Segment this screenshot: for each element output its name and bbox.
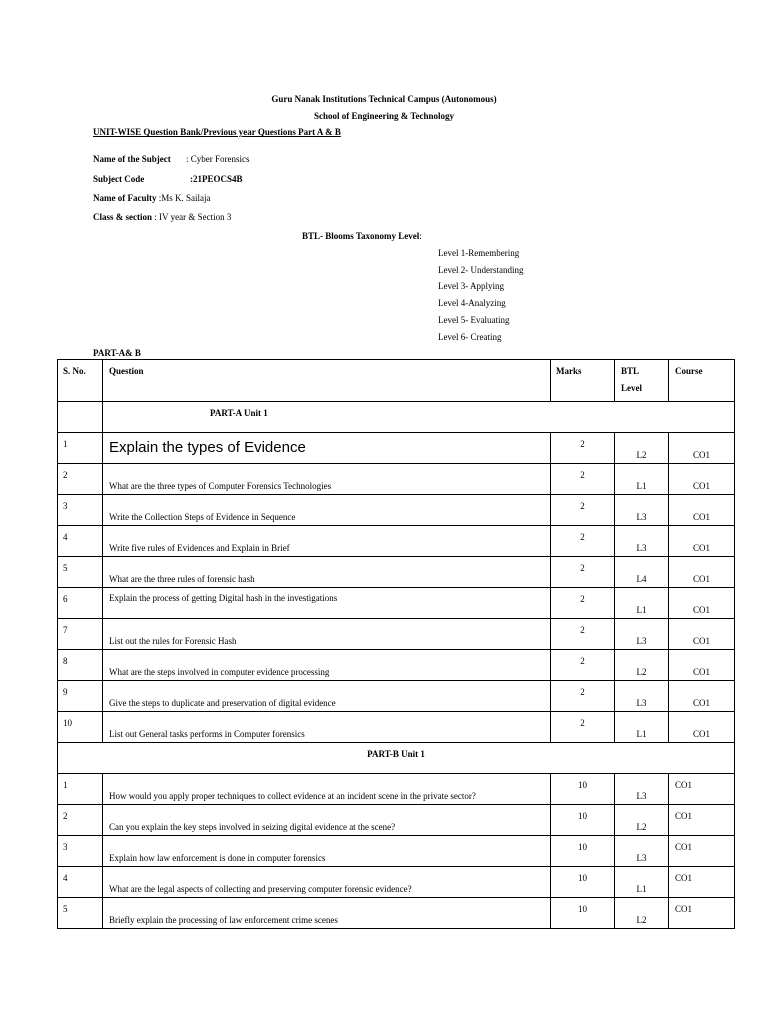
- question-cell: [103, 619, 551, 650]
- btl-cell: [615, 774, 669, 805]
- institution-name: Guru Nanak Institutions Technical Campus (Autonomous): [271, 94, 497, 104]
- header-course-cell: [669, 360, 735, 402]
- sno-cell: [58, 681, 103, 712]
- subject-label: Name of the Subject: [93, 154, 171, 164]
- row-sno: 8: [63, 656, 68, 666]
- part-b-rows: [58, 774, 735, 929]
- table-header-row: [58, 360, 735, 402]
- row-course: CO1: [692, 512, 710, 522]
- course-cell: [669, 650, 735, 681]
- row-btl: L3: [636, 698, 647, 708]
- marks-cell: [551, 588, 615, 619]
- btl-cell: [615, 867, 669, 898]
- row-question: What are the three types of Computer Forensics Technologies: [109, 481, 332, 491]
- row-btl: L3: [636, 512, 647, 522]
- course-cell: [669, 495, 735, 526]
- btl-level-3: Level 3- Applying: [438, 281, 504, 291]
- marks-cell: [551, 650, 615, 681]
- row-marks: 2: [580, 501, 585, 511]
- course-cell: [669, 681, 735, 712]
- row-marks: 10: [578, 811, 587, 821]
- sno-cell: [58, 557, 103, 588]
- sno-cell: [58, 805, 103, 836]
- btl-cell: [615, 712, 669, 743]
- question-cell: [103, 898, 551, 929]
- faculty-value: :Ms K. Sailaja: [158, 193, 211, 203]
- row-question: List out the rules for Forensic Hash: [109, 636, 237, 646]
- class-value: : IV year & Section 3: [154, 212, 232, 222]
- table-row: [58, 464, 735, 495]
- table-row: [58, 495, 735, 526]
- row-course: CO1: [692, 574, 710, 584]
- row-btl: L3: [636, 853, 647, 863]
- row-marks: 2: [580, 594, 585, 604]
- btl-cell: [615, 681, 669, 712]
- btl-level-2: Level 2- Understanding: [438, 265, 524, 275]
- marks-cell: [551, 464, 615, 495]
- marks-cell: [551, 433, 615, 464]
- header-level: Level: [621, 383, 642, 393]
- course-cell: [669, 867, 735, 898]
- row-marks: 10: [578, 873, 587, 883]
- btl-cell: [615, 898, 669, 929]
- question-cell: [103, 774, 551, 805]
- header-sno-cell: [58, 360, 103, 402]
- btl-cell: [615, 650, 669, 681]
- row-btl: L2: [636, 667, 647, 677]
- row-btl: L3: [636, 543, 647, 553]
- btl-level-5: Level 5- Evaluating: [438, 315, 510, 325]
- header-sno: S. No.: [63, 366, 86, 376]
- course-cell: [669, 433, 735, 464]
- marks-cell: [551, 867, 615, 898]
- row-course: CO1: [692, 605, 710, 615]
- sno-cell: [58, 464, 103, 495]
- btl-cell: [615, 619, 669, 650]
- btl-cell: [615, 588, 669, 619]
- row-course: CO1: [675, 904, 693, 914]
- marks-cell: [551, 495, 615, 526]
- row-course: CO1: [675, 873, 693, 883]
- course-cell: [669, 464, 735, 495]
- sno-cell: [58, 867, 103, 898]
- row-sno: 5: [63, 904, 68, 914]
- course-cell: [669, 805, 735, 836]
- marks-cell: [551, 557, 615, 588]
- question-cell: [103, 526, 551, 557]
- question-cell: [103, 588, 551, 619]
- row-marks: 2: [580, 625, 585, 635]
- row-course: CO1: [692, 543, 710, 553]
- btl-title: BTL- Blooms Taxonomy Level: [302, 231, 420, 241]
- btl-cell: [615, 557, 669, 588]
- sno-cell: [58, 712, 103, 743]
- row-sno: 3: [63, 501, 68, 511]
- part-b-title: PART-B Unit 1: [367, 749, 425, 759]
- question-cell: [103, 805, 551, 836]
- row-question: Can you explain the key steps involved in seizing digital evidence at the scene?: [109, 822, 396, 832]
- marks-cell: [551, 805, 615, 836]
- row-sno: 7: [63, 625, 68, 635]
- btl-cell: [615, 495, 669, 526]
- btl-cell: [615, 433, 669, 464]
- course-cell: [669, 898, 735, 929]
- question-cell: [103, 712, 551, 743]
- row-question: Explain the process of getting Digital hash in the investigations: [109, 593, 338, 603]
- class-line: [93, 212, 231, 222]
- row-btl: L4: [636, 574, 647, 584]
- row-marks: 2: [580, 687, 585, 697]
- row-btl: L3: [636, 636, 647, 646]
- question-cell: [103, 650, 551, 681]
- part-a-title: PART-A Unit 1: [210, 408, 268, 418]
- row-question: List out General tasks performs in Computer forensics: [109, 729, 305, 739]
- row-sno: 10: [63, 718, 72, 728]
- sno-cell: [58, 774, 103, 805]
- row-question: Write the Collection Steps of Evidence in Sequence: [109, 512, 296, 522]
- sno-cell: [58, 650, 103, 681]
- row-sno: 2: [63, 811, 68, 821]
- btl-level-1: Level 1-Remembering: [438, 248, 520, 258]
- row-course: CO1: [675, 842, 693, 852]
- subject-value: : Cyber Forensics: [186, 154, 250, 164]
- btl-cell: [615, 836, 669, 867]
- table-row: [58, 774, 735, 805]
- row-marks: 2: [580, 470, 585, 480]
- question-cell: [103, 495, 551, 526]
- table-row: [58, 588, 735, 619]
- sno-cell: [58, 526, 103, 557]
- school-name: School of Engineering & Technology: [313, 111, 455, 121]
- row-marks: 2: [580, 532, 585, 542]
- table-row: [58, 681, 735, 712]
- row-marks: 10: [578, 842, 587, 852]
- row-marks: 2: [580, 656, 585, 666]
- row-course: CO1: [692, 698, 710, 708]
- row-btl: L1: [636, 481, 647, 491]
- table-row: [58, 898, 735, 929]
- question-cell: [103, 464, 551, 495]
- header-marks: Marks: [556, 366, 582, 376]
- btl-cell: [615, 526, 669, 557]
- question-bank-title: UNIT-WISE Question Bank/Previous year Questions Part A & B: [93, 127, 341, 137]
- row-btl: L2: [636, 915, 647, 925]
- header-question: Question: [109, 366, 144, 376]
- row-question: What are the steps involved in computer evidence processing: [109, 667, 330, 677]
- part-b-title-row: [58, 743, 735, 774]
- row-marks: 2: [580, 439, 585, 449]
- row-sno: 1: [63, 780, 68, 790]
- row-btl: L2: [636, 822, 647, 832]
- row-question: What are the three rules of forensic hash: [109, 574, 255, 584]
- row-sno: 2: [63, 470, 68, 480]
- marks-cell: [551, 774, 615, 805]
- row-btl: L1: [636, 884, 647, 894]
- btl-title-line: [302, 231, 422, 241]
- row-btl: L3: [636, 791, 647, 801]
- course-cell: [669, 588, 735, 619]
- row-sno: 1: [63, 439, 68, 449]
- row-question: Briefly explain the processing of law enforcement crime scenes: [109, 915, 338, 925]
- table-row: [58, 619, 735, 650]
- btl-cell: [615, 464, 669, 495]
- row-course: CO1: [692, 636, 710, 646]
- marks-cell: [551, 898, 615, 929]
- header-question-cell: [103, 360, 551, 402]
- class-label: Class & section: [93, 212, 152, 222]
- row-marks: 2: [580, 718, 585, 728]
- row-question: Write five rules of Evidences and Explain in Brief: [109, 543, 290, 553]
- header-btl-cell: [615, 360, 669, 402]
- table-row: [58, 867, 735, 898]
- btl-cell: [615, 805, 669, 836]
- row-course: CO1: [692, 481, 710, 491]
- marks-cell: [551, 526, 615, 557]
- row-marks: 10: [578, 780, 587, 790]
- marks-cell: [551, 836, 615, 867]
- row-question: What are the legal aspects of collecting and preserving computer forensic evidence?: [109, 884, 412, 894]
- sno-cell: [58, 433, 103, 464]
- row-sno: 5: [63, 563, 68, 573]
- marks-cell: [551, 712, 615, 743]
- row-sno: 6: [63, 594, 68, 604]
- row-marks: 10: [578, 904, 587, 914]
- row-course: CO1: [675, 780, 693, 790]
- table-row: [58, 805, 735, 836]
- sno-cell: [58, 836, 103, 867]
- table-row: [58, 433, 735, 464]
- part-heading: PART-A& B: [93, 348, 141, 358]
- row-sno: 9: [63, 687, 68, 697]
- part-a-title-row: [58, 402, 735, 433]
- row-question: Explain how law enforcement is done in computer forensics: [109, 853, 326, 863]
- table-row: [58, 836, 735, 867]
- header-marks-cell: [551, 360, 615, 402]
- btl-colon: :: [419, 231, 422, 241]
- marks-cell: [551, 681, 615, 712]
- part-a-rows: [58, 433, 735, 743]
- btl-level-6: Level 6- Creating: [438, 332, 502, 342]
- question-cell: [103, 681, 551, 712]
- row-course: CO1: [675, 811, 693, 821]
- subject-code-value: :21PEOCS4B: [190, 174, 243, 184]
- row-course: CO1: [692, 450, 710, 460]
- table-row: [58, 526, 735, 557]
- course-cell: [669, 619, 735, 650]
- table-row: [58, 712, 735, 743]
- course-cell: [669, 557, 735, 588]
- sno-cell: [58, 495, 103, 526]
- btl-level-4: Level 4-Analyzing: [438, 298, 506, 308]
- marks-cell: [551, 619, 615, 650]
- faculty-label: Name of Faculty: [93, 193, 157, 203]
- row-question: How would you apply proper techniques to collect evidence at an incident scene in the private sector?: [109, 791, 476, 801]
- row-btl: L2: [636, 450, 647, 460]
- subject-code-label: Subject Code: [93, 174, 145, 184]
- course-cell: [669, 774, 735, 805]
- question-cell: [103, 836, 551, 867]
- course-cell: [669, 526, 735, 557]
- course-cell: [669, 712, 735, 743]
- row-sno: 3: [63, 842, 68, 852]
- row-sno: 4: [63, 873, 68, 883]
- table-row: [58, 557, 735, 588]
- row-course: CO1: [692, 667, 710, 677]
- row-sno: 4: [63, 532, 68, 542]
- question-cell: [103, 433, 551, 464]
- header-btl: BTL: [621, 366, 640, 376]
- header-course: Course: [675, 366, 703, 376]
- course-cell: [669, 836, 735, 867]
- question-bank-table: [57, 359, 735, 929]
- row-btl: L1: [636, 729, 647, 739]
- row-course: CO1: [692, 729, 710, 739]
- question-cell: [103, 867, 551, 898]
- sno-cell: [58, 898, 103, 929]
- faculty-line: [93, 193, 210, 203]
- row-btl: L1: [636, 605, 647, 615]
- row-marks: 2: [580, 563, 585, 573]
- sno-cell: [58, 619, 103, 650]
- question-cell: [103, 557, 551, 588]
- table-row: [58, 650, 735, 681]
- sno-cell: [58, 588, 103, 619]
- row-question: Give the steps to duplicate and preservation of digital evidence: [109, 698, 336, 708]
- row-question: Explain the types of Evidence: [109, 439, 306, 456]
